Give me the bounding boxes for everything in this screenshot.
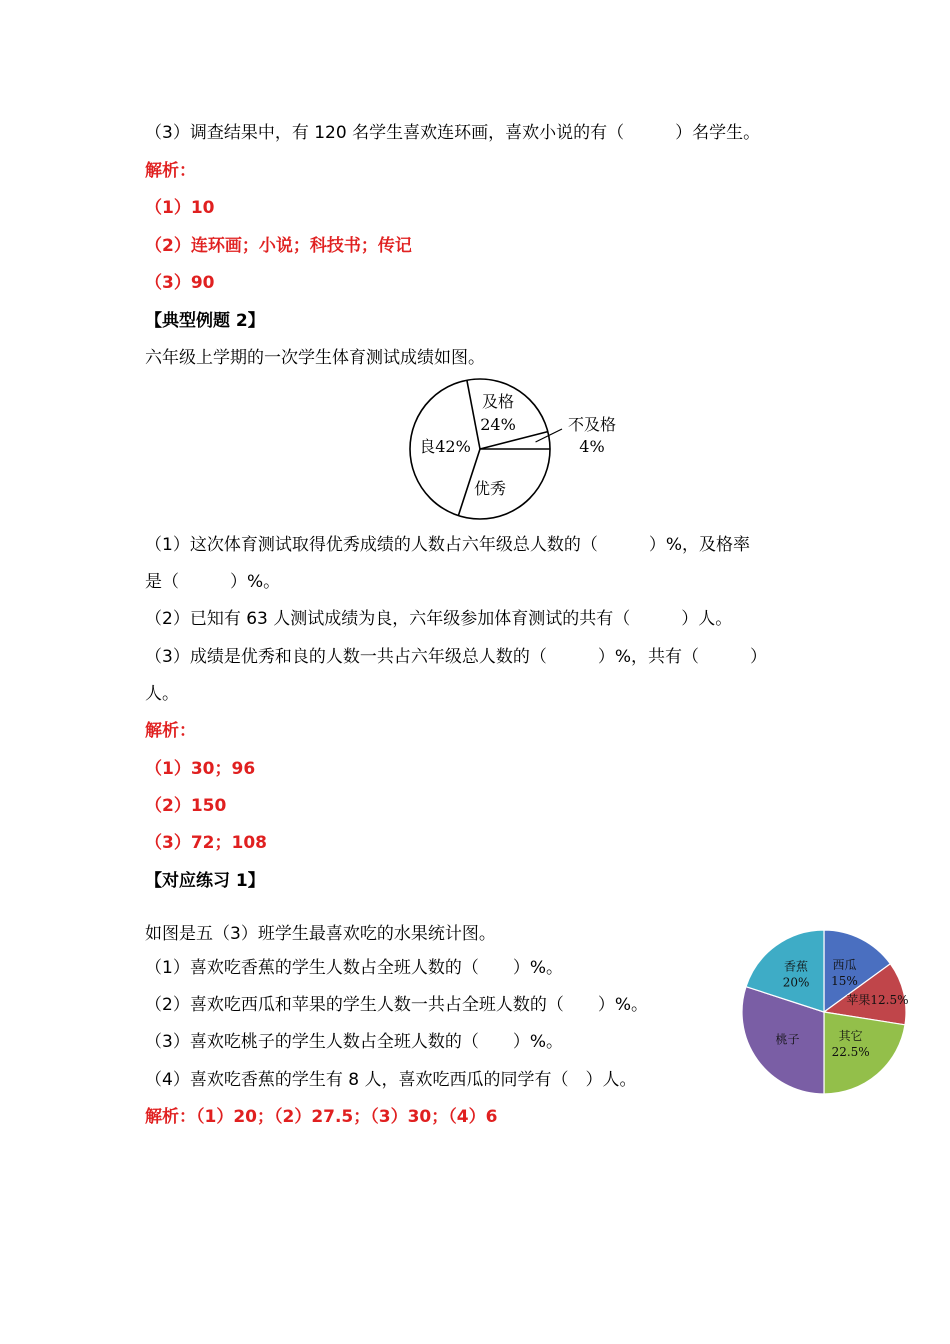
pie-chart-sports-test bbox=[380, 374, 640, 524]
fruit-percent-2: 22.5% bbox=[831, 1045, 870, 1060]
slice-percent-0: 24% bbox=[480, 415, 516, 434]
answer-2: （2）连环画；小说；科技书；传记 bbox=[145, 236, 412, 256]
example-2-heading: 【典型例题 2】 bbox=[145, 311, 265, 331]
answer-3: （3）90 bbox=[145, 273, 215, 293]
slice-label-2: 优秀 bbox=[473, 479, 507, 498]
example-2-question-3-line-2: 人。 bbox=[145, 684, 179, 704]
fruit-label-4: 香蕉 bbox=[784, 959, 809, 974]
question-3: （3）调查结果中，有 120 名学生喜欢连环画，喜欢小说的有（ ）名学生。 bbox=[145, 123, 761, 143]
practice-1-intro: 如图是五（3）班学生最喜欢吃的水果统计图。 bbox=[145, 924, 496, 944]
fruit-percent-0: 15% bbox=[831, 973, 858, 988]
practice-1-question-2: （2）喜欢吃西瓜和苹果的学生人数一共占全班人数的（ ）%。 bbox=[145, 995, 648, 1015]
slice-label-0: 及格 bbox=[481, 392, 515, 411]
fruit-label-3: 桃子 bbox=[775, 1032, 800, 1047]
example-2-intro: 六年级上学期的一次学生体育测试成绩如图。 bbox=[145, 348, 485, 368]
practice-1-question-4: （4）喜欢吃香蕉的学生有 8 人，喜欢吃西瓜的同学有（ ）人。 bbox=[145, 1070, 637, 1090]
fruit-percent-4: 20% bbox=[782, 975, 810, 990]
fruit-label-1: 苹果12.5% bbox=[846, 993, 909, 1008]
analysis-label: 解析： bbox=[145, 161, 196, 181]
slice-label-liang: 良42% bbox=[419, 437, 471, 456]
example-2-answer-2: （2）150 bbox=[145, 796, 227, 816]
practice-1-question-3: （3）喜欢吃桃子的学生人数占全班人数的（ ）%。 bbox=[145, 1032, 563, 1052]
example-2-question-1-line-1: （1）这次体育测试取得优秀成绩的人数占六年级总人数的（ ）%，及格率 bbox=[145, 535, 750, 555]
example-2-answer-1: （1）30；96 bbox=[145, 759, 256, 779]
example-2-answer-3: （3）72；108 bbox=[145, 833, 267, 853]
example-2-question-2: （2）已知有 63 人测试成绩为良，六年级参加体育测试的共有（ ）人。 bbox=[145, 609, 733, 629]
example-2-question-1-line-2: 是（ ）%。 bbox=[145, 572, 281, 592]
answer-1: （1）10 bbox=[145, 198, 215, 218]
practice-1-heading: 【对应练习 1】 bbox=[145, 871, 265, 891]
example-2-analysis-label: 解析： bbox=[145, 721, 196, 741]
slice-label-1: 不及格 bbox=[567, 415, 617, 434]
practice-1-analysis: 解析：（1）20；（2）27.5；（3）30；（4）6 bbox=[145, 1107, 498, 1127]
pie-chart-fruit bbox=[738, 926, 910, 1098]
example-2-question-3-line-1: （3）成绩是优秀和良的人数一共占六年级总人数的（ ）%，共有（ ） bbox=[145, 647, 767, 667]
practice-1-question-1: （1）喜欢吃香蕉的学生人数占全班人数的（ ）%。 bbox=[145, 958, 563, 978]
slice-percent-1: 4% bbox=[579, 437, 605, 456]
fruit-label-2: 其它 bbox=[838, 1029, 863, 1044]
fruit-label-0: 西瓜 bbox=[832, 957, 857, 972]
